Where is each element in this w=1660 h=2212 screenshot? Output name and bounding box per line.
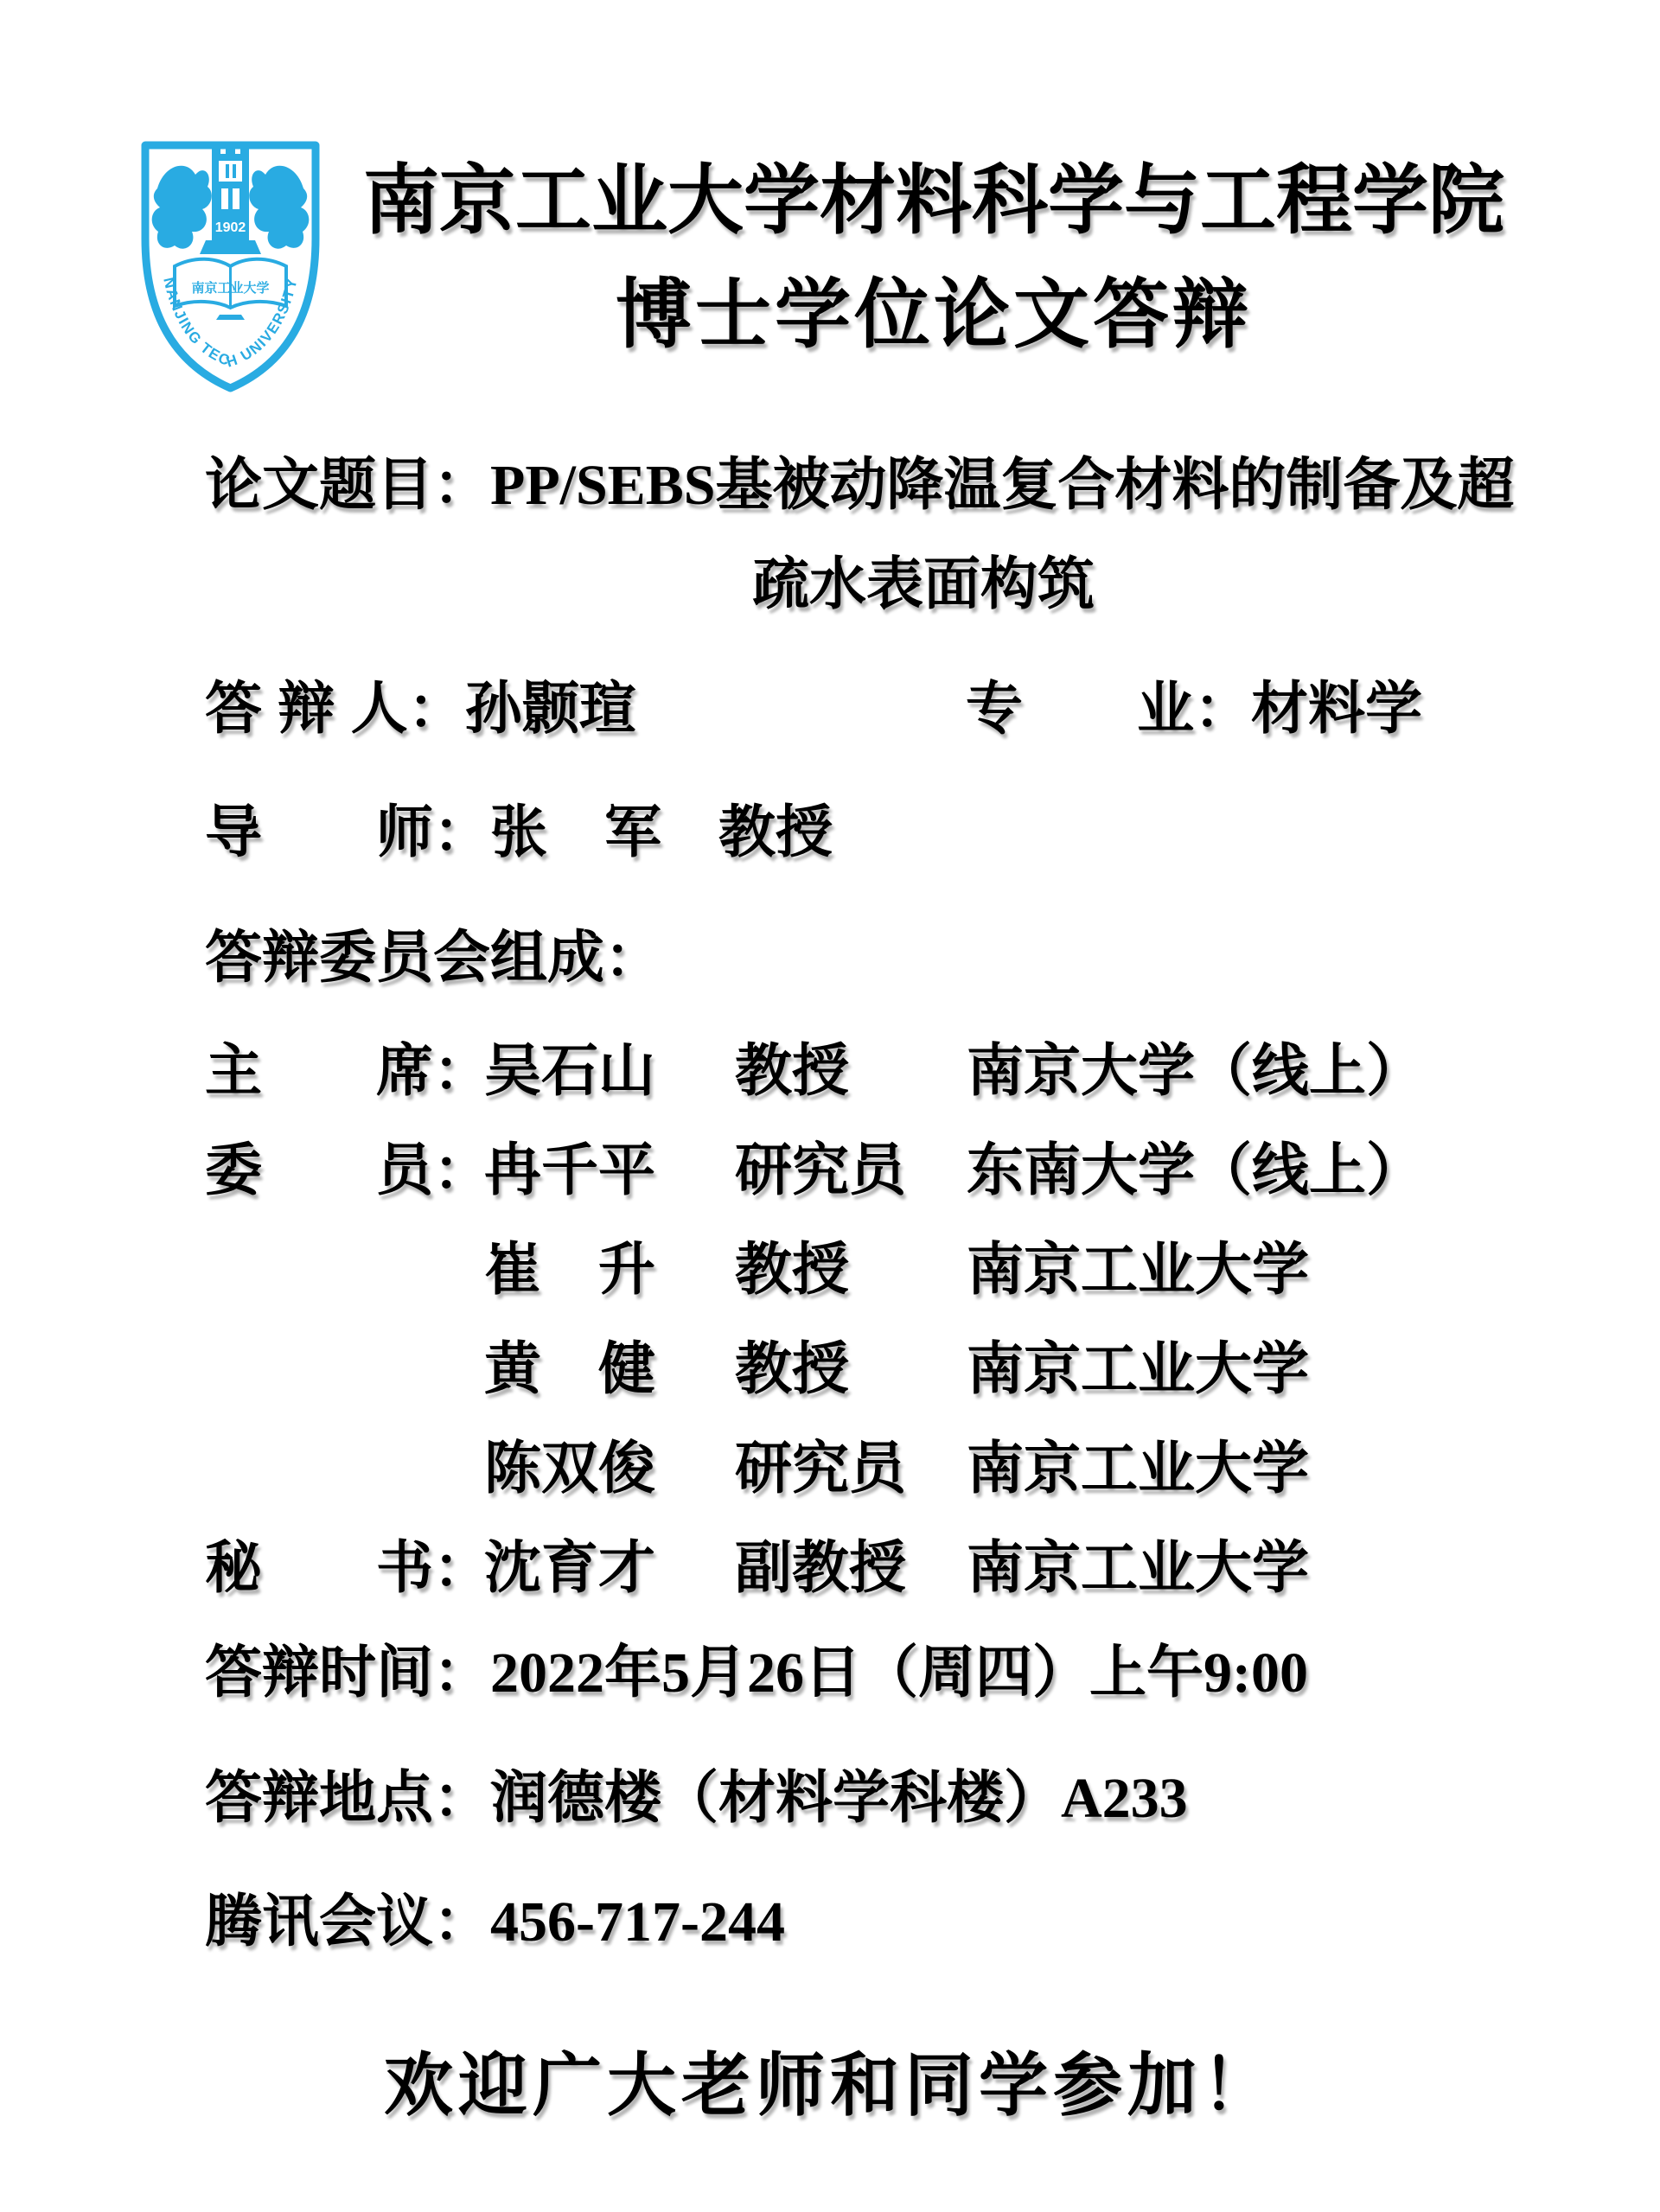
thesis-label: 论文题目： — [205, 452, 490, 516]
committee-member-name: 沈育才 — [484, 1535, 655, 1599]
committee-role-label: 主 席： — [205, 1038, 490, 1102]
committee-member-title: 教授 — [735, 1336, 849, 1400]
event-title: 博士学位论文答辩 — [615, 274, 1252, 358]
defender-line — [205, 676, 636, 742]
committee-row — [0, 1024, 1660, 1124]
committee-role-label: 秘 书： — [205, 1535, 490, 1599]
committee-row — [0, 1323, 1660, 1422]
committee-member-name: 吴石山 — [484, 1038, 655, 1102]
meeting-label: 腾讯会议： — [205, 1889, 490, 1953]
committee-role-label: 委 员： — [205, 1138, 490, 1202]
committee-member-org: 东南大学（线上） — [967, 1138, 1423, 1202]
committee-row — [0, 1124, 1660, 1223]
major-label: 专 业： — [966, 676, 1251, 740]
committee-member-title: 副教授 — [735, 1535, 906, 1599]
welcome-message: 欢迎广大老师和同学参加！ — [384, 2049, 1276, 2125]
header — [294, 145, 1574, 373]
time-label: 答辩时间： — [205, 1640, 490, 1704]
advisor-label: 导 师： — [205, 800, 490, 864]
place-label: 答辩地点： — [205, 1765, 490, 1829]
committee-member-name: 黄 健 — [484, 1336, 655, 1400]
committee-member-org: 南京工业大学 — [967, 1237, 1309, 1301]
thesis-title-text2: 疏水表面构筑 — [752, 551, 1095, 615]
thesis-title-line2 — [752, 551, 1095, 617]
committee-member-name: 冉千平 — [484, 1138, 655, 1202]
committee-member-title: 研究员 — [735, 1436, 906, 1500]
committee-rows — [0, 1024, 1660, 1621]
defender-label: 答 辩 人： — [205, 676, 465, 740]
logo-year: 1902 — [214, 220, 246, 235]
school-title: 南京工业大学材料科学与工程学院 — [362, 160, 1504, 244]
committee-row — [0, 1223, 1660, 1323]
committee-member-org: 南京工业大学 — [967, 1436, 1309, 1500]
time-line — [205, 1640, 1308, 1706]
meeting-line — [205, 1889, 785, 1955]
logo-cn-name: 南京工业大学 — [191, 281, 270, 296]
committee-member-title: 教授 — [735, 1038, 849, 1102]
place-value: 润德楼（材料学科楼）A233 — [490, 1767, 1188, 1830]
meeting-value: 456-717-244 — [490, 1890, 785, 1954]
thesis-title-text1: PP/SEBS基被动降温复合材料的制备及超 — [490, 454, 1515, 517]
committee-member-org: 南京大学（线上） — [967, 1038, 1423, 1102]
major-line — [966, 676, 1422, 742]
advisor-line — [205, 800, 833, 865]
logo-en-name: NANJING TECH UNIVERSITY — [160, 276, 301, 371]
committee-member-title: 教授 — [735, 1237, 849, 1301]
thesis-title-line1 — [205, 452, 1514, 519]
committee-row — [0, 1422, 1660, 1521]
place-line — [205, 1765, 1188, 1832]
committee-member-org: 南京工业大学 — [967, 1336, 1309, 1400]
committee-member-org: 南京工业大学 — [967, 1535, 1309, 1599]
committee-member-name: 崔 升 — [484, 1237, 655, 1301]
committee-member-name: 陈双俊 — [484, 1436, 655, 1500]
advisor-value: 张 军 教授 — [490, 800, 833, 864]
committee-member-title: 研究员 — [735, 1138, 906, 1202]
major-value: 材料学 — [1251, 676, 1422, 740]
committee-heading: 答辩委员会组成： — [205, 925, 661, 989]
time-value: 2022年5月26日（周四）上午9:00 — [490, 1641, 1308, 1705]
committee-row — [0, 1521, 1660, 1621]
defender-name: 孙颢瑄 — [464, 676, 636, 740]
